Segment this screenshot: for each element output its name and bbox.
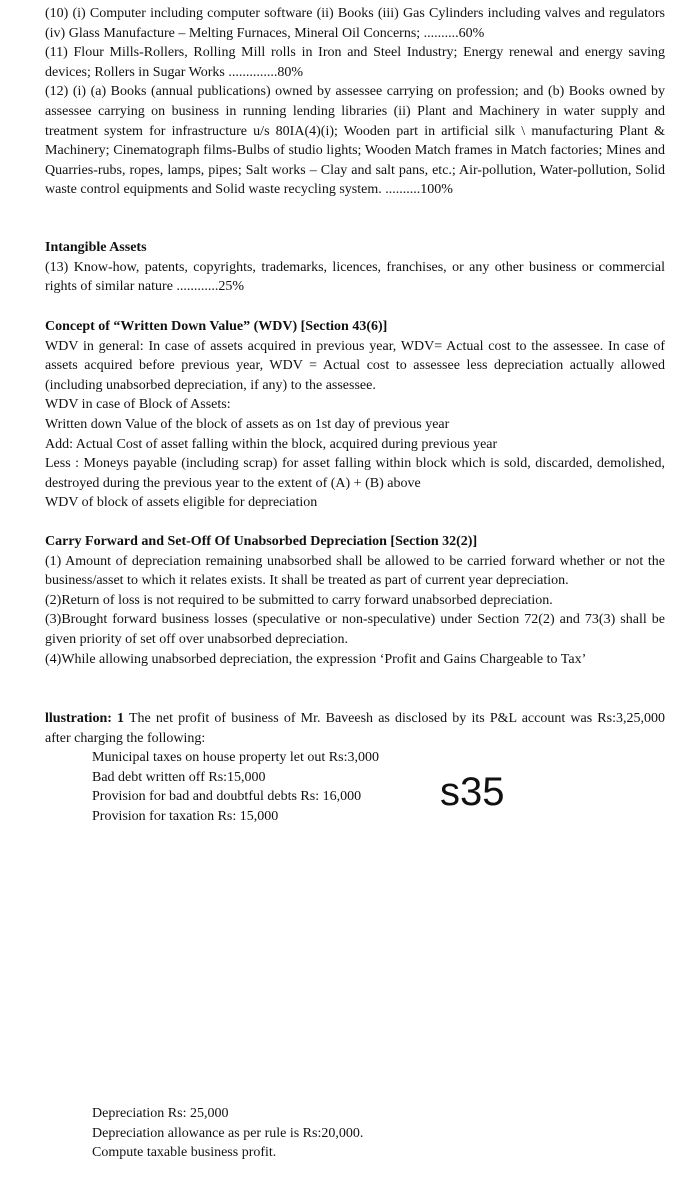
list-item-12: (12) (i) (a) Books (annual publications) owned by assessee carrying on profession; and (b) Books owned by assessee carrying on business in running lending libraries (ii) Plant and Machinery in water supply and treatment system for infrastructure u/s 80IA(4)(i); Wooden part in artificial silk \ manufacturing Plant & Machinery; Cinematograph films-Bulbs of studio lights; Wooden Match frames in Match factories; Mines and Quarries-rubs, ropes, lamps, pipes; Salt works – Clay and salt pans, etc.; Air-pollution, Water-pollution, Solid waste control equipments and Solid waste recycling system. ..........100%	[45, 84, 665, 198]
list-item-10: (10) (i) Computer including computer software (ii) Books (iii) Gas Cylinders including valves and regulators (iv) Glass Manufacture – Melting Furnaces, Mineral Oil Concerns; ..........60%	[45, 6, 665, 41]
list-item-11: (11) Flour Mills-Rollers, Rolling Mill rolls in Iron and Steel Industry; Energy renewal and energy saving devices; Rollers in Sugar Works ..............80%	[45, 45, 665, 80]
list-item: Depreciation allowance as per rule is Rs:20,000.	[92, 1125, 364, 1141]
section-heading: Carry Forward and Set-Off Of Unabsorbed Depreciation [Section 32(2)]	[45, 534, 478, 549]
illustration-text: The net profit of business of Mr. Baveesh as disclosed by its P&L account was Rs:3,25,000 after charging the following:	[45, 711, 665, 746]
list-item-13: (13) Know-how, patents, copyrights, trademarks, licences, franchises, or any other business or commercial rights of similar nature ............25%	[45, 259, 665, 295]
wdv-line-1: Written down Value of the block of assets as on 1st day of previous year	[45, 416, 450, 432]
illustration-section	[45, 709, 665, 748]
carry-forward-p2: (2)Return of loss is not required to be submitted to carry forward unabsorbed depreciation.	[45, 592, 553, 608]
carry-forward-p4: (4)While allowing unabsorbed depreciation, the expression ‘Profit and Gains Chargeable to Tax’	[45, 651, 587, 667]
wdv-line-2: Add: Actual Cost of asset falling within the block, acquired during previous year	[45, 436, 498, 452]
handwritten-annotation: s35	[440, 770, 505, 814]
wdv-general: WDV in general: In case of assets acquired in previous year, WDV= Actual cost to the assessee. In case of assets acquired before previous year, WDV = Actual cost to assessee less depreciation actually allowed (including unabsorbed depreciation, if any) to the assessee.	[45, 338, 665, 393]
carry-forward-p1: (1) Amount of depreciation remaining unabsorbed shall be allowed to be carried forward whether or not the business/asset to which it relates exists. It shall be treated as part of current year depreciation.	[45, 553, 665, 589]
list-item: Bad debt written off Rs:15,000	[92, 769, 266, 785]
list-item: Provision for taxation Rs: 15,000	[92, 808, 279, 824]
illustration-items	[92, 748, 432, 826]
carry-forward-p3: (3)Brought forward business losses (speculative or non-speculative) under Section 72(2) and 73(3) shall be given priority of set off over unabsorbed depreciation.	[45, 612, 665, 647]
illustration-label: llustration: 1	[45, 711, 125, 726]
list-item: Depreciation Rs: 25,000	[92, 1106, 229, 1121]
illustration-items-2	[92, 1104, 432, 1163]
intangible-section	[45, 238, 665, 297]
list-item: Compute taxable business profit.	[92, 1145, 277, 1161]
section-heading: Intangible Assets	[45, 240, 147, 255]
wdv-line-3: Less : Moneys payable (including scrap) for asset falling within block which is sold, discarded, demolished, destroyed during the previous year to the extent of (A) + (B) above	[45, 456, 665, 491]
depreciation-list	[45, 4, 665, 200]
wdv-block-title: WDV in case of Block of Assets:	[45, 397, 231, 413]
wdv-line-4: WDV of block of assets eligible for depreciation	[45, 495, 318, 511]
list-item: Provision for bad and doubtful debts Rs: 16,000	[92, 789, 362, 805]
illustration-intro	[45, 709, 665, 748]
carry-forward-section	[45, 532, 665, 669]
list-item: Municipal taxes on house property let out Rs:3,000	[92, 750, 379, 765]
wdv-section	[45, 317, 665, 513]
section-heading: Concept of “Written Down Value” (WDV) [Section 43(6)]	[45, 319, 388, 334]
